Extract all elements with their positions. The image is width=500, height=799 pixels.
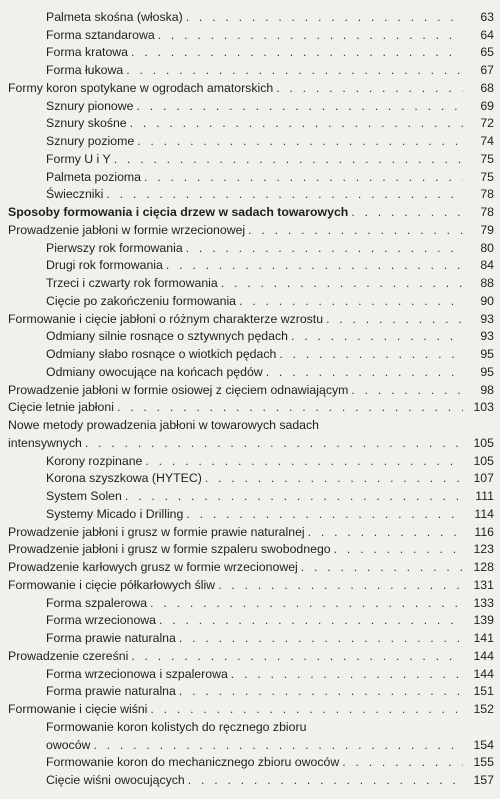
toc-entry-page: 95 (480, 364, 494, 379)
toc-entry (0, 556, 494, 574)
toc-entry-page: 78 (480, 187, 494, 202)
toc-entry-page: 151 (473, 684, 494, 699)
toc-leader-dots (342, 755, 463, 769)
toc-leader-dots (137, 134, 463, 148)
toc-entry (0, 592, 494, 610)
toc-leader-dots (117, 400, 463, 414)
toc-entry-title: Prowadzenie jabłoni w formie osiowej z cięciem odnawiającym (8, 382, 349, 397)
toc-entry (0, 59, 494, 77)
toc-entry-page: 144 (473, 648, 494, 663)
toc-entry-title: Prowadzenie czereśni (8, 648, 129, 663)
toc-entry (0, 698, 494, 716)
toc-entry (0, 290, 494, 308)
toc-entry-title: Sposoby formowania i cięcia drzew w sadach towarowych (8, 205, 349, 219)
toc-entry-title: Formowanie i cięcie jabłoni o różnym charakterze wzrostu (8, 311, 324, 326)
toc-entry-title: Formowanie koron kolistych do ręcznego zbioru (46, 719, 307, 734)
toc-entry-page: 65 (480, 45, 494, 60)
toc-entry (0, 397, 494, 415)
toc-entry-title: Forma kratowa (46, 45, 129, 60)
toc-entry (0, 468, 494, 486)
toc-entry-title: Trzeci i czwarty rok formowania (46, 276, 218, 290)
toc-entry-page: 107 (473, 471, 494, 486)
toc-leader-dots (248, 223, 463, 237)
toc-entry (0, 752, 494, 770)
toc-leader-dots (326, 312, 463, 326)
toc-entry-title: Pierwszy rok formowania (46, 240, 183, 255)
toc-entry-title: Forma prawie naturalna (46, 684, 176, 699)
toc-entry-page: 75 (480, 169, 494, 184)
toc-leader-dots (166, 258, 463, 272)
toc-entry-page: 103 (473, 400, 494, 415)
toc-entry (0, 485, 494, 503)
toc-entry-page: 95 (480, 347, 494, 361)
toc-leader-dots (334, 542, 463, 556)
toc-entry-title: Świeczniki (46, 187, 104, 202)
toc-entry (0, 326, 494, 344)
toc-leader-dots (85, 436, 463, 450)
toc-leader-dots (144, 170, 463, 184)
toc-entry-title: Prowadzenie jabłoni i grusz w formie szpaleru swobodnego (8, 542, 331, 557)
toc-entry-page: 67 (480, 63, 494, 77)
toc-entry (0, 539, 494, 557)
toc-entry-page: 154 (473, 737, 494, 752)
toc-entry (0, 201, 494, 219)
toc-entry-page: 63 (480, 9, 494, 24)
toc-entry (0, 769, 494, 787)
toc-entry-page: 139 (473, 613, 494, 628)
toc-entry-title: Odmiany owocujące na końcach pędów (46, 364, 263, 379)
toc-leader-dots (351, 205, 463, 219)
toc-entry-title: Odmiany silnie rosnące o sztywnych pędach (46, 329, 288, 344)
toc-entry (0, 627, 494, 645)
toc-entry-title: Forma wrzecionowa (46, 613, 157, 628)
toc-entry (0, 681, 494, 699)
toc-entry-title: Sznury skośne (46, 116, 127, 131)
toc-entry-page: 152 (473, 702, 494, 716)
toc-leader-dots (301, 560, 463, 574)
toc-entry-page: 90 (480, 293, 494, 308)
toc-leader-dots (221, 276, 463, 290)
toc-entry (0, 6, 494, 24)
toc-entry-page: 68 (480, 80, 494, 95)
toc-leader-dots (131, 649, 463, 663)
toc-leader-dots (125, 489, 463, 503)
toc-entry-title: owoców (46, 737, 91, 752)
toc-entry-title: Prowadzenie jabłoni w formie wrzecionowej (8, 222, 246, 237)
toc-entry (0, 414, 494, 432)
toc-entry-page: 75 (480, 151, 494, 166)
toc-entry-page: 128 (473, 560, 494, 574)
table-of-contents (0, 6, 494, 787)
toc-entry (0, 77, 494, 95)
toc-entry-title: Formy U i Y (46, 151, 111, 166)
toc-leader-dots (158, 28, 463, 42)
toc-entry-page: 111 (475, 489, 494, 503)
toc-leader-dots (131, 45, 463, 59)
toc-entry-page: 93 (480, 311, 494, 326)
toc-entry (0, 663, 494, 681)
toc-entry-page: 105 (473, 435, 494, 450)
toc-entry-page: 144 (473, 666, 494, 681)
toc-leader-dots (126, 63, 463, 77)
toc-leader-dots (279, 347, 463, 361)
toc-entry-title: Nowe metody prowadzenia jabłoni w towarowych sadach (8, 418, 320, 432)
toc-entry-page: 141 (473, 631, 494, 645)
toc-leader-dots (291, 329, 463, 343)
toc-entry-page: 116 (474, 524, 494, 539)
toc-entry (0, 184, 494, 202)
toc-leader-dots (137, 99, 464, 113)
toc-leader-dots (159, 613, 463, 627)
toc-leader-dots (145, 454, 463, 468)
toc-entry (0, 361, 494, 379)
toc-entry (0, 148, 494, 166)
toc-entry (0, 716, 494, 734)
toc-entry-title: System Solen (46, 489, 122, 503)
toc-leader-dots (266, 365, 463, 379)
toc-entry-page: 133 (473, 595, 494, 610)
toc-leader-dots (186, 507, 463, 521)
toc-entry (0, 95, 494, 113)
toc-entry (0, 42, 494, 60)
toc-entry (0, 237, 494, 255)
toc-entry-title: Formowanie i cięcie półkarłowych śliw (8, 577, 216, 592)
toc-entry-title: Palmeta skośna (włoska) (46, 9, 183, 24)
toc-leader-dots (351, 383, 463, 397)
toc-entry-title: Formowanie i cięcie wiśni (8, 702, 148, 716)
toc-entry (0, 219, 494, 237)
toc-entry-title: Forma sztandarowa (46, 27, 155, 42)
toc-entry-page: 80 (480, 240, 494, 255)
toc-entry-title: Prowadzenie karłowych grusz w formie wrzecionowej (8, 560, 298, 574)
toc-entry-title: Sznury poziome (46, 134, 135, 148)
toc-entry-page: 79 (480, 222, 494, 237)
toc-entry (0, 450, 494, 468)
toc-leader-dots (114, 152, 463, 166)
toc-entry (0, 645, 494, 663)
toc-entry (0, 379, 494, 397)
toc-entry-title: Odmiany słabo rosnące o wiotkich pędach (46, 347, 277, 361)
toc-entry-page: 123 (473, 542, 494, 557)
toc-entry (0, 503, 494, 521)
toc-entry-title: Forma prawie naturalna (46, 631, 176, 645)
toc-entry-page: 72 (480, 116, 494, 131)
toc-entry-title: Korony rozpinane (46, 453, 143, 468)
toc-entry (0, 255, 494, 273)
toc-leader-dots (231, 667, 463, 681)
toc-leader-dots (179, 631, 463, 645)
toc-entry (0, 24, 494, 42)
toc-entry-page: 88 (480, 276, 494, 290)
toc-entry-title: Forma szpalerowa (46, 595, 148, 610)
toc-entry-page: 105 (473, 453, 494, 468)
toc-entry-page: 155 (473, 755, 494, 770)
toc-entry-page: 74 (480, 134, 494, 148)
toc-leader-dots (308, 525, 463, 539)
toc-entry-page: 93 (480, 329, 494, 344)
toc-entry-page: 98 (480, 382, 494, 397)
toc-entry-title: Cięcie po zakończeniu formowania (46, 293, 237, 308)
toc-entry (0, 574, 494, 592)
toc-entry (0, 734, 494, 752)
toc-entry (0, 308, 494, 326)
toc-leader-dots (186, 241, 463, 255)
toc-leader-dots (188, 773, 463, 787)
toc-entry-title: Cięcie wiśni owocujących (46, 773, 185, 787)
toc-entry-page: 84 (480, 258, 494, 273)
toc-entry (0, 610, 494, 628)
toc-entry-title: Sznury pionowe (46, 98, 134, 113)
toc-entry (0, 343, 494, 361)
toc-entry-title: Drugi rok formowania (46, 258, 163, 273)
toc-entry-title: Palmeta pozioma (46, 169, 142, 184)
toc-leader-dots (150, 702, 463, 716)
toc-entry-page: 131 (473, 577, 494, 592)
toc-entry (0, 272, 494, 290)
toc-entry-page: 64 (480, 27, 494, 42)
toc-leader-dots (93, 738, 463, 752)
toc-entry-title: Prowadzenie jabłoni i grusz w formie prawie naturalnej (8, 524, 305, 539)
toc-entry (0, 432, 494, 450)
toc-entry-title: Cięcie letnie jabłoni (8, 400, 114, 415)
toc-leader-dots (218, 578, 463, 592)
toc-leader-dots (239, 294, 463, 308)
toc-entry-title: Forma łukowa (46, 63, 124, 77)
toc-entry-title: intensywnych (8, 435, 82, 450)
toc-leader-dots (150, 596, 463, 610)
toc-entry-title: Korona szyszkowa (HYTEC) (46, 471, 202, 486)
toc-entry (0, 166, 494, 184)
toc-entry (0, 521, 494, 539)
toc-leader-dots (205, 471, 463, 485)
toc-leader-dots (186, 10, 463, 24)
toc-entry (0, 113, 494, 131)
toc-leader-dots (130, 116, 463, 130)
toc-entry (0, 130, 494, 148)
toc-entry-page: 78 (480, 205, 494, 219)
toc-leader-dots (179, 684, 463, 698)
toc-entry-page: 157 (473, 773, 494, 787)
toc-entry-title: Formy koron spotykane w ogrodach amatorskich (8, 80, 274, 95)
toc-leader-dots (106, 187, 463, 201)
toc-entry-page: 69 (480, 98, 494, 113)
toc-leader-dots (276, 81, 463, 95)
toc-entry-title: Systemy Micado i Drilling (46, 506, 184, 521)
toc-entry-title: Forma wrzecionowa i szpalerowa (46, 666, 228, 681)
toc-entry-title: Formowanie koron do mechanicznego zbioru owoców (46, 755, 340, 770)
toc-entry-page: 114 (474, 506, 494, 521)
